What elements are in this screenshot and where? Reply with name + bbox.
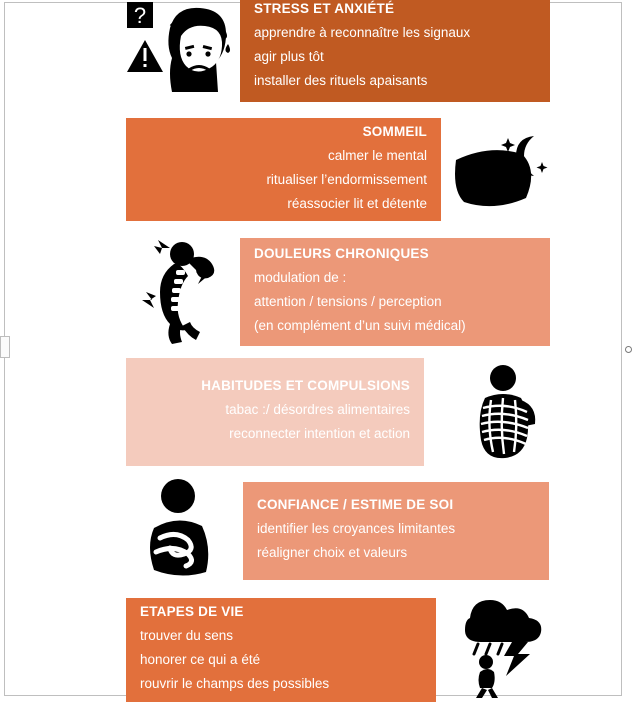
band-line: ritualiser l’endormissement xyxy=(266,171,427,187)
band-line: honorer ce qui a été xyxy=(140,652,261,667)
band-habitudes xyxy=(126,358,424,466)
self-embrace-icon xyxy=(132,478,232,578)
band-line: rouvrir le champs des possibles xyxy=(140,676,330,691)
storm-cloud-person-icon xyxy=(450,592,550,698)
band-douleurs xyxy=(240,238,550,346)
band-line: calmer le mental xyxy=(327,147,427,163)
band-line: identifier les croyances limitantes xyxy=(257,521,456,536)
bound-person-icon xyxy=(455,362,555,462)
svg-text:?: ? xyxy=(133,3,147,28)
band-title-habitudes: HABITUDES ET COMPULSIONS xyxy=(201,378,410,393)
band-line: agir plus tôt xyxy=(254,49,324,64)
band-line: trouver du sens xyxy=(140,628,234,643)
band-line: attention / tensions / perception xyxy=(254,294,442,309)
band-line: réaligner choix et valeurs xyxy=(257,545,408,560)
band-line: reconnecter intention et action xyxy=(229,426,410,441)
band-stress xyxy=(240,0,550,102)
band-sommeil xyxy=(126,118,441,221)
band-line: tabac :/ désordres alimentaires xyxy=(225,402,410,417)
band-line: (en complément d’un suivi médical) xyxy=(254,318,466,333)
band-line: apprendre à reconnaître les signaux xyxy=(254,25,471,40)
band-line: réassocier lit et détente xyxy=(287,195,427,211)
band-line: modulation de : xyxy=(254,270,347,285)
pillow-moon-icon xyxy=(450,132,550,212)
band-confiance xyxy=(243,482,549,580)
stressed-person-icon xyxy=(125,0,235,102)
band-title-sommeil: SOMMEIL xyxy=(362,123,427,139)
band-title-douleurs: DOULEURS CHRONIQUES xyxy=(254,246,429,261)
band-title-etapes: ETAPES DE VIE xyxy=(140,604,244,619)
band-etapes xyxy=(126,598,436,702)
band-title-stress: STRESS ET ANXIÉTÉ xyxy=(254,1,395,16)
band-line: installer des rituels apaisants xyxy=(254,73,428,88)
back-pain-icon xyxy=(130,240,230,345)
resize-handle-right[interactable] xyxy=(625,346,632,353)
left-panel-tab[interactable] xyxy=(0,336,10,358)
band-title-confiance: CONFIANCE / ESTIME DE SOI xyxy=(257,497,454,512)
